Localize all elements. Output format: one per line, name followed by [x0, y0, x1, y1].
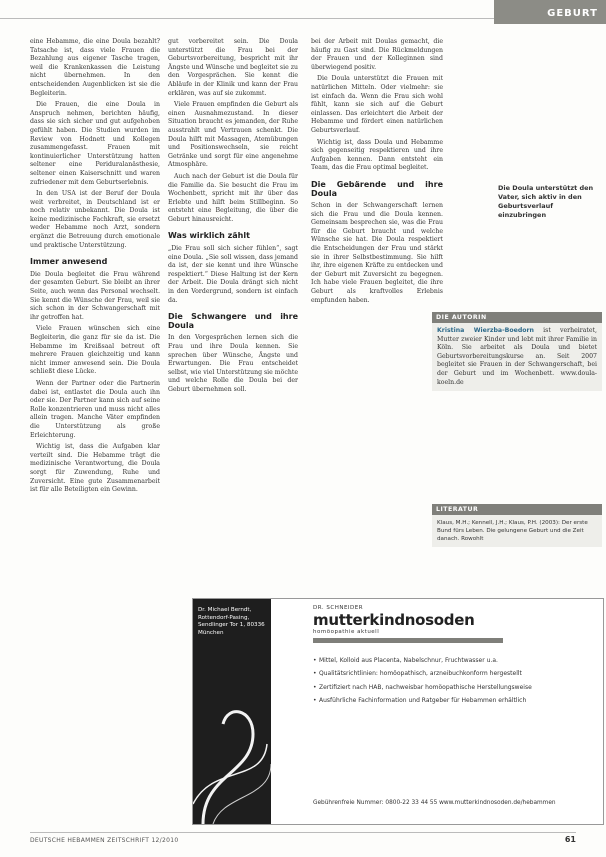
author-name: Kristina Wierzba-Boedorn	[437, 327, 534, 334]
literature-box-label: LITERATUR	[432, 504, 602, 515]
paragraph: Die Frauen, die eine Doula in Anspruch nehmen, berichten häufig, dass sie sich sicher und gut aufgehoben gefühlt haben. Die Studien wurden im Review von Hodnett und Kollegen zusammengefasst. Frauen mit kontinuierlicher Unterstützung hatten seltener eine Periduralanästhesie, seltener einen Kaiserschnitt und waren zufriedener mit dem Geburtserlebnis.	[30, 101, 160, 186]
author-box-body	[432, 323, 602, 391]
ad-address: Dr. Michael Berndt, Rottendorf-Pasing, Sendlinger Tor 1, 80336 München	[198, 607, 265, 636]
author-box-label: DIE AUTORIN	[432, 312, 602, 323]
section-label: GEBURT	[547, 8, 598, 19]
footer-issue: DEUTSCHE HEBAMMEN ZEITSCHRIFT 12/2010	[30, 837, 179, 844]
subheading: Die Gebärende und ihre Doula	[311, 179, 443, 198]
paragraph: Die Doula begleitet die Frau während der gesamten Geburt. Sie bleibt an ihrer Seite, auch wenn das Personal wechselt. Sie kennt die Wünsche der Frau, weil sie sich schon in der Schwangerschaft mit ihr getroffen hat.	[30, 270, 160, 321]
paragraph: bei der Arbeit mit Doulas gemacht, die häufig zu Gast sind. Die Rückmeldungen der Frauen und der Kolleginnen sind überwiegend positiv.	[311, 38, 443, 71]
paragraph: Die Doula unterstützt die Frauen mit natürlichen Mitteln. Oder vielmehr: sie ist einfach da. Wenn die Frau sich wohl fühlt, kann sie sich auf die Geburt einlassen. Das erleichtert die Arbeit der Hebamme und fördert einen natürlichen Geburtsverlauf.	[311, 75, 443, 134]
column-2	[168, 38, 298, 398]
ad-logo: mutterkindnosoden	[313, 611, 475, 629]
subheading: Die Schwangere und ihre Doula	[168, 312, 298, 330]
paragraph: gut vorbereitet sein. Die Doula unterstützt die Frau bei der Geburtsvorbereitung, bespricht mit ihr Ängste und Wünsche und begleitet sie zu den Vorgesprächen. Sie kennt die Abläufe in der Klinik und kann der Frau erklären, was auf sie zukommt.	[168, 38, 298, 97]
literature-reference: Klaus, M.H.; Kennell, J.H.; Klaus, P.H. (2003): Der erste Bund fürs Leben. Die gelungene Geburt und die Zeit danach. Rowohlt	[432, 515, 602, 547]
paragraph: In den USA ist der Beruf der Doula weit verbreitet, in Deutschland ist er noch relativ unbekannt. Die Doula ist keine medizinische Fachkraft, sie ersetzt weder Hebamme noch Arzt, sondern ergänzt die Betreuung durch emotionale und praktische Unterstützung.	[30, 190, 160, 249]
paragraph: In den Vorgesprächen lernen sich die Frau und ihre Doula kennen. Sie sprechen über Wünsche, Ängste und Erwartungen. Die Frau entscheidet selbst, wie viel Unterstützung sie möchte und welche Rolle die Doula bei der Geburt übernehmen soll.	[168, 334, 298, 393]
column-3	[311, 38, 443, 308]
paragraph: Viele Frauen empfinden die Geburt als einen Ausnahmezustand. In dieser Situation braucht es jemanden, der Ruhe ausstrahlt und Vertrauen schenkt. Die Doula hilft mit Massagen, Atemübungen und Positionswechseln, sie reicht Getränke und sorgt für eine angenehme Atmosphäre.	[168, 101, 298, 169]
author-bio: ist verheiratet, Mutter zweier Kinder und lebt mit ihrer Familie in Köln. Sie arbeitet als Doula und bietet Geburtsvorbereitungskurse an. Seit 2007 begleitet sie Frauen in der Schwangerschaft, bei der Geburt und im Wochenbett. www.doula-koeln.de	[437, 327, 597, 386]
paragraph: Schon in der Schwangerschaft lernen sich die Frau und die Doula kennen. Gemeinsam besprechen sie, was die Frau für die Geburt braucht und welche Wünsche sie hat. Die Doula respektiert die Entscheidungen der Frau und stärkt sie in ihrer Selbstbestimmung. Sie hilft ihr, ihre eigenen Kräfte zu entdecken und der Geburt mit Zuversicht zu begegnen. Ich habe viele Frauen begleitet, die ihre Geburt als kraftvolles Erlebnis empfunden haben.	[311, 202, 443, 304]
section-tab	[494, 0, 606, 24]
advertisement	[192, 598, 604, 825]
list-item: • Ausführliche Fachinformation und Ratgeber für Hebammen erhältlich	[313, 697, 583, 705]
ad-brand	[313, 605, 593, 643]
paragraph: Wichtig ist, dass Doula und Hebamme sich gegenseitig respektieren und ihre Aufgaben kennen. Dann entsteht ein Team, das die Frau optimal begleitet.	[311, 138, 443, 172]
ad-feature-list	[313, 657, 583, 711]
paragraph: „Die Frau soll sich sicher fühlen“, sagt eine Doula. „Sie soll wissen, dass jemand da ist, der sie kennt und ihre Wünsche respektiert.“ Diese Haltung ist der Kern der Arbeit. Die Doula drängt sich nicht in den Vordergrund, sondern ist einfach da.	[168, 245, 298, 304]
list-item: • Mittel, Kolloid aus Placenta, Nabelschnur, Fruchtwasser u.a.	[313, 657, 583, 665]
author-box	[432, 312, 602, 391]
ad-contact: Gebührenfreie Nummer: 0800-22 33 44 55 www.mutterkindnosoden.de/hebammen	[313, 800, 556, 806]
list-item: • Qualitätsrichtlinien: homöopathisch, arzneibuchkonform hergestellt	[313, 670, 583, 678]
paragraph: Viele Frauen wünschen sich eine Begleiterin, die ganz für sie da ist. Die Hebamme im Kreißsaal betreut oft mehrere Frauen gleichzeitig und kann nicht immer anwesend sein. Die Doula schließt diese Lücke.	[30, 325, 160, 376]
ad-brand-bar	[313, 638, 503, 643]
paragraph: Auch nach der Geburt ist die Doula für die Familie da. Sie besucht die Frau im Wochenbett, spricht mit ihr über das Erlebte und hilft beim Stillbeginn. So entsteht eine Begleitung, die über die Geburt hinausreicht.	[168, 172, 298, 223]
subheading: Was wirklich zählt	[168, 231, 250, 241]
subheading: Immer anwesend	[30, 257, 108, 267]
list-item: • Zertifiziert nach HAB, nachweisbar homöopathische Herstellungsweise	[313, 684, 583, 692]
page-number: 61	[564, 835, 576, 844]
top-rule	[0, 18, 494, 19]
paragraph: Wenn der Partner oder die Partnerin dabei ist, entlastet die Doula auch ihn oder sie. Der Partner kann sich auf seine Rolle konzentrieren und muss nicht alles allein tragen. Manche Väter empfinden die Unterstützung als große Erleichterung.	[30, 379, 160, 439]
ad-brand-small: DR. SCHNEIDER	[313, 605, 364, 611]
ad-sidebar	[193, 599, 271, 824]
bottom-rule	[30, 832, 576, 833]
paragraph: Wichtig ist, dass die Aufgaben klar verteilt sind. Die Hebamme trägt die medizinische Verantwortung, die Doula sorgt für Zuwendung, Ruhe und Zuversicht. Eine gute Zusammenarbeit ist für alle Beteiligten ein Gewinn.	[30, 443, 160, 494]
literature-box	[432, 504, 602, 547]
ad-tagline: homöopathie aktuell	[313, 629, 380, 635]
column-1	[30, 38, 160, 498]
paragraph: eine Hebamme, die eine Doula bezahlt? Tatsache ist, dass viele Frauen die Bezahlung aus eigener Tasche tragen, weil die Krankenkassen die Leistung nicht übernehmen. In den entscheidenden Augenblicken ist sie die Begleiterin.	[30, 38, 160, 97]
photo-caption: Die Doula unterstützt den Vater, sich aktiv in den Geburtsverlauf einzubringen	[498, 184, 594, 219]
swirl-graphic-icon	[193, 684, 271, 824]
